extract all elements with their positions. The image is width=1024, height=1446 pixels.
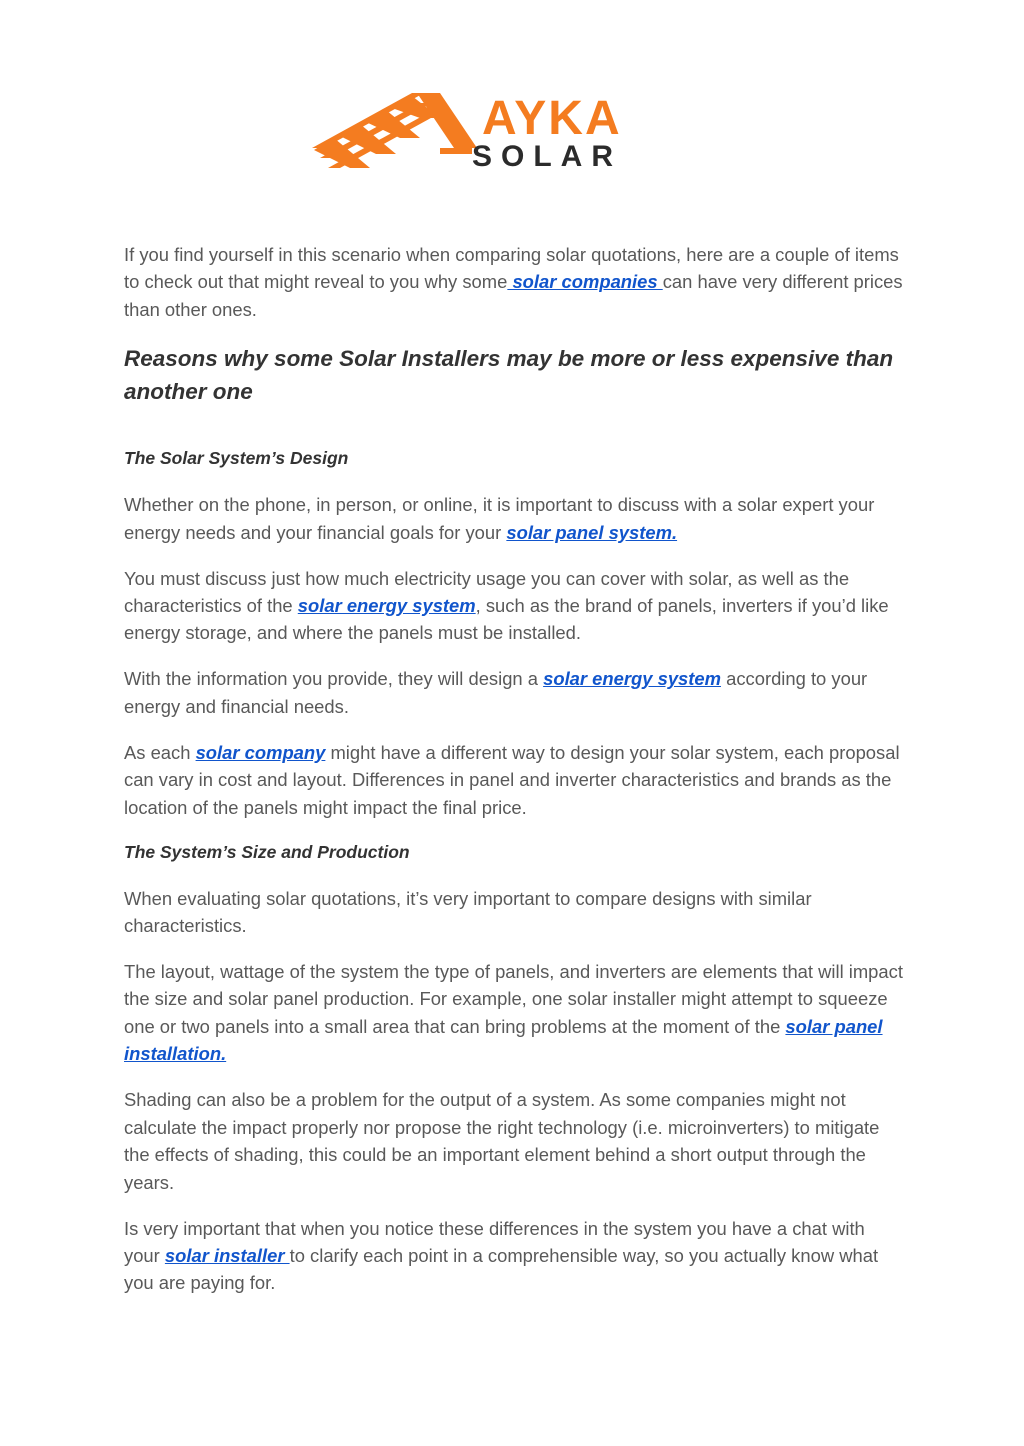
- text-run: according to your energy and financial needs.: [124, 668, 868, 717]
- text-run: The layout, wattage of the system the type of panels, and inverters are elements that will impact the size and solar panel production. For example, one solar installer might attempt to squeeze one or two panels into a small area that can bring problems at the moment of the: [124, 961, 903, 1037]
- text-run: might have a different way to design your solar system, each proposal can vary in cost and layout. Differences in panel and inverter characteristics and brands as the location of the panels might impact the final price.: [124, 741, 900, 818]
- text-run: Whether on the phone, in person, or online, it is important to discuss with a solar expert your energy needs and your financial goals for your: [124, 494, 875, 543]
- text-run: to clarify each point in a comprehensible way, so you actually know what you are paying for.: [124, 1244, 879, 1294]
- logo-wordmark-top: AYKA: [482, 92, 622, 145]
- paragraph-evaluating: When evaluating solar quotations, it’s very important to compare designs with similar characteristics.: [124, 887, 812, 937]
- link-solar-panel-system[interactable]: solar panel system.: [506, 521, 678, 543]
- document-body: [124, 241, 904, 1315]
- text-run: As each: [124, 741, 196, 763]
- paragraph-discuss: [124, 491, 904, 546]
- link-solar-installer[interactable]: solar installer: [164, 1244, 290, 1266]
- text-run: , such as the brand of panels, inverters if you’d like energy storage, and where the panels must be installed.: [124, 595, 889, 644]
- text-run: If you find yourself in this scenario when comparing solar quotations, here are a couple of items to check out that might reveal to you why some: [124, 244, 899, 293]
- paragraph-company: [124, 739, 904, 821]
- solar-panel-icon: [312, 93, 477, 168]
- link-solar-energy-system[interactable]: solar energy system: [297, 595, 476, 617]
- paragraph-layout: [124, 958, 904, 1068]
- paragraph-installer: [124, 1215, 904, 1297]
- paragraph-shading: Shading can also be a problem for the output of a system. As some companies might not calculate the impact properly nor propose the right technology (i.e. microinverters) to mitigate the effects of shading, this could be an important element behind a short output through the years.: [124, 1089, 880, 1193]
- text-run: can have very different prices than other ones.: [124, 271, 903, 320]
- link-solar-energy-system-2[interactable]: solar energy system: [543, 668, 721, 690]
- link-solar-companies[interactable]: solar companies: [507, 271, 663, 293]
- ayka-solar-logo: [312, 88, 662, 172]
- link-solar-panel-installation[interactable]: solar panel installation.: [124, 1015, 883, 1065]
- text-run: Is very important that when you notice these differences in the system you have a chat with your: [124, 1217, 865, 1266]
- paragraph-usage: [124, 565, 904, 647]
- subheading-design: The Solar System’s Design: [124, 448, 349, 469]
- paragraph-intro: [124, 241, 904, 323]
- logo-wordmark-bottom: SOLAR: [472, 140, 622, 172]
- text-run: With the information you provide, they will design a: [124, 668, 544, 690]
- section-heading: Reasons why some Solar Installers may be more or less expensive than another one: [124, 346, 894, 405]
- link-solar-company[interactable]: solar company: [195, 741, 326, 763]
- text-run: You must discuss just how much electricity usage you can cover with solar, as well as the characteristics of the: [124, 567, 850, 617]
- subheading-size: The System’s Size and Production: [124, 841, 410, 862]
- paragraph-design: [124, 665, 904, 720]
